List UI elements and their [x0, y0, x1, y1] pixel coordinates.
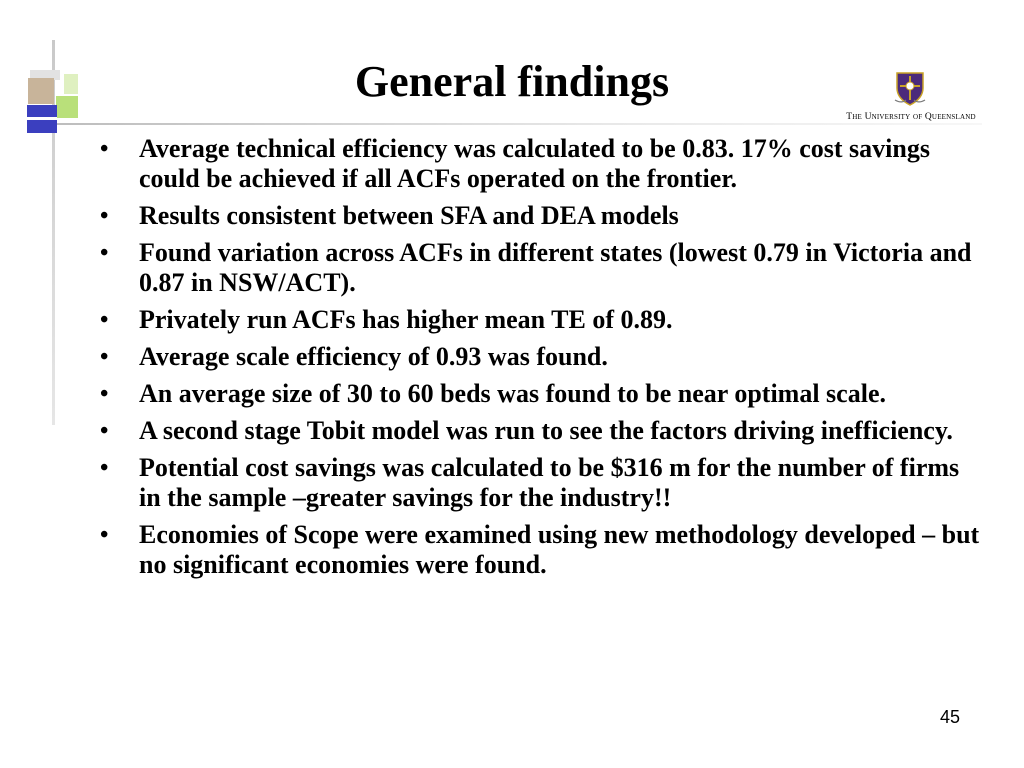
university-name: The University of Queensland — [846, 112, 976, 122]
decorative-square-blue — [27, 105, 57, 133]
bullet-text: An average size of 30 to 60 beds was found to be near optimal scale. — [139, 379, 886, 408]
bullet-marker: • — [100, 203, 109, 229]
bullet-item — [100, 342, 980, 372]
bullet-text: Privately run ACFs has higher mean TE of 0.89. — [139, 305, 673, 334]
bullet-text: Potential cost savings was calculated to be $316 m for the number of firms in the sample –greater savings for the industry!! — [139, 453, 960, 512]
bullet-marker: • — [100, 240, 109, 266]
bullet-item — [100, 238, 980, 298]
page-number: 45 — [940, 707, 961, 727]
bullet-item — [100, 416, 980, 446]
bullet-text: Average technical efficiency was calculated to be 0.83. 17% cost savings could be achieved if all ACFs operated on the frontier. — [139, 134, 930, 193]
bullet-text: Found variation across ACFs in different states (lowest 0.79 in Victoria and 0.87 in NSW/ACT). — [139, 238, 972, 297]
bullet-item — [100, 201, 980, 231]
bullet-item — [100, 453, 980, 513]
bullet-marker: • — [100, 522, 109, 548]
bullet-marker: • — [100, 381, 109, 407]
bullet-marker: • — [100, 136, 109, 162]
bullet-marker: • — [100, 344, 109, 370]
bullet-marker: • — [100, 307, 109, 333]
bullet-text: A second stage Tobit model was run to see the factors driving inefficiency. — [139, 416, 953, 445]
bullet-marker: • — [100, 418, 109, 444]
bullet-text: Average scale efficiency of 0.93 was found. — [139, 342, 608, 371]
bullet-text: Results consistent between SFA and DEA models — [139, 201, 679, 230]
bullet-item — [100, 379, 980, 409]
crest-icon — [894, 70, 926, 106]
bullet-marker: • — [100, 455, 109, 481]
findings-list — [100, 134, 980, 587]
bullet-item — [100, 305, 980, 335]
bullet-item — [100, 520, 980, 580]
bullet-text: Economies of Scope were examined using new methodology developed – but no significant economies were found. — [139, 520, 980, 579]
slide-title: General findings — [354, 57, 670, 106]
bullet-item — [100, 134, 980, 194]
university-logo — [836, 70, 986, 126]
